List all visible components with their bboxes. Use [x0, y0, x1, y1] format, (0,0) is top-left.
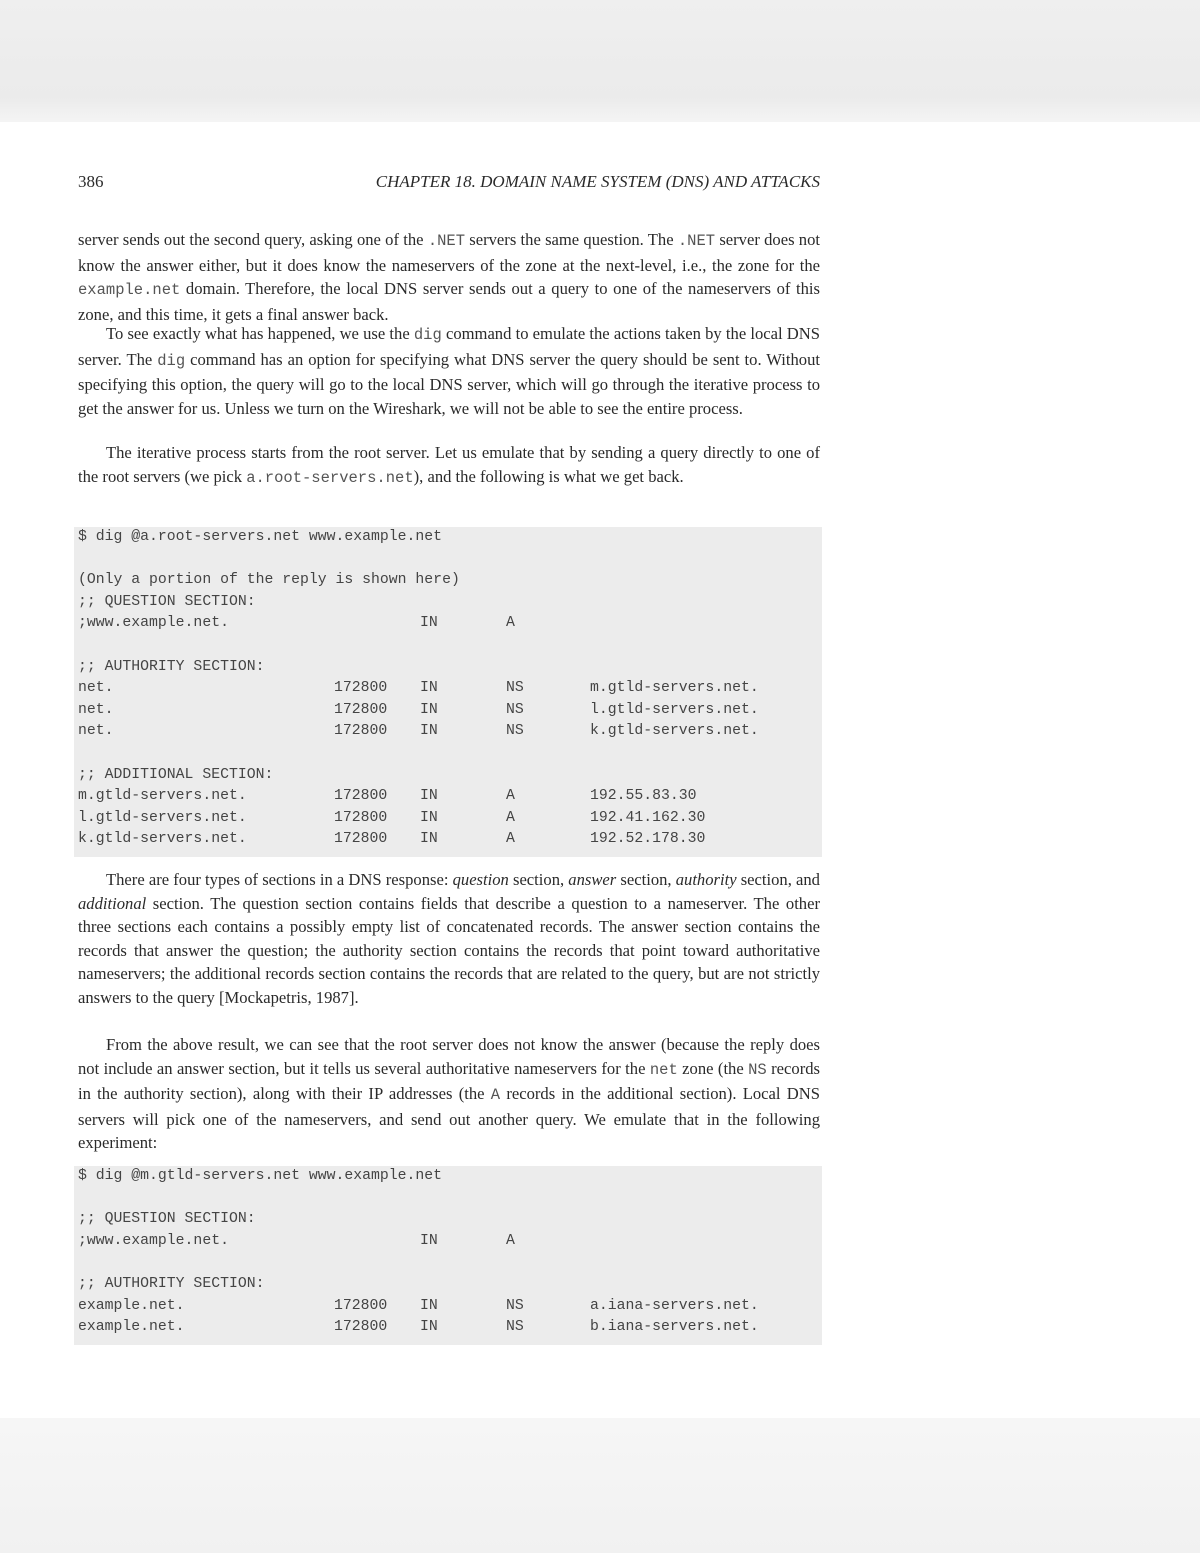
page-number: 386 — [78, 172, 104, 191]
code-cell: 172800 — [334, 680, 388, 697]
code-cell: IN — [420, 831, 438, 848]
code-cell: A — [506, 788, 515, 805]
inline-code: a.root-servers.net — [246, 468, 414, 487]
code-cell: IN — [420, 809, 438, 826]
code-cell: 172800 — [334, 831, 388, 848]
code-block-dig-root — [74, 527, 822, 857]
code-cell: 172800 — [334, 701, 388, 718]
code-line — [78, 1298, 822, 1320]
code-cell: a.iana-servers.net. — [590, 1297, 759, 1314]
code-cell: 192.55.83.30 — [590, 788, 697, 805]
code-cell: example.net. — [78, 1297, 185, 1314]
code-line — [78, 745, 822, 767]
code-line — [78, 702, 822, 724]
code-cell: NS — [506, 1319, 524, 1336]
code-cell: A — [506, 809, 515, 826]
code-line — [78, 1319, 822, 1341]
paragraph-2: To see exactly what has happened, we use the dig command to emulate the actions taken by the local DNS server. The dig command has an option for specifying what DNS server the query should be sent to. Without specifying this option, the query will go to the local DNS server, which will go through the iterative process to get the answer for us. Unless we turn on the Wireshark, we will not be able to see the entire process. — [78, 324, 820, 418]
scan-top-margin — [0, 0, 1200, 122]
inline-code: NS — [748, 1060, 767, 1079]
code-cell: ;; QUESTION SECTION: — [78, 593, 256, 610]
paragraph-1: server sends out the second query, asking one of the .NET servers the same question. The .NET server does not know the answer either, but it does know the nameservers of the zone at the next-level, i.e., the zone for the example.net domain. Therefore, the local DNS server sends out a query to one of the nameservers of this zone, and this time, it gets a final answer back. — [78, 230, 821, 324]
code-cell: net. — [78, 723, 114, 740]
code-cell: l.gtld-servers.net. — [590, 701, 759, 718]
code-line — [78, 659, 822, 681]
code-line — [78, 594, 822, 616]
code-cell: 172800 — [334, 788, 388, 805]
code-line — [78, 529, 822, 551]
code-line — [78, 615, 822, 637]
paragraph-5: From the above result, we can see that the root server does not know the answer (because the reply does not include an answer section, but it tells us several authoritative nameservers for the net zone (the NS records in the authority section), along with their IP addresses (the A records in the additional section). Local DNS servers will pick one of the nameservers, and send out another query. We emulate that in the following experiment: — [78, 1035, 820, 1153]
code-cell: 172800 — [334, 1297, 388, 1314]
code-cell: 172800 — [334, 723, 388, 740]
code-cell: k.gtld-servers.net. — [590, 723, 759, 740]
code-cell: IN — [420, 788, 438, 805]
code-line — [78, 1233, 822, 1255]
code-cell: ;; AUTHORITY SECTION: — [78, 658, 265, 675]
code-cell: IN — [420, 723, 438, 740]
inline-code: .NET — [677, 232, 716, 250]
code-line — [78, 1190, 822, 1212]
code-cell: ;www.example.net. — [78, 1232, 229, 1249]
code-line — [78, 723, 822, 745]
paragraph-4: There are four types of sections in a DNS response: question section, answer section, authority section, and additional section. The question section contains fields that describe a question to a nameserver. The other three sections each contains a possibly empty list of concatenated records. The answer section contains the records that answer the question; the authority section contains the records that point toward authoritative nameservers; the additional records section contains the records that are related to the query, but are not strictly answers to the query [Mockapetris, 1987]. — [78, 870, 820, 1007]
code-line — [78, 831, 822, 853]
code-cell: l.gtld-servers.net. — [78, 809, 247, 826]
code-line — [78, 551, 822, 573]
inline-code: example.net — [78, 281, 181, 300]
code-cell: 172800 — [334, 1319, 388, 1336]
code-cell: A — [506, 1232, 515, 1249]
inline-code: dig — [157, 351, 186, 370]
code-cell: ;www.example.net. — [78, 615, 229, 632]
paragraph-3: The iterative process starts from the root server. Let us emulate that by sending a query directly to one of the root servers (we pick a.root-servers.net), and the following is what we get back. — [78, 443, 820, 487]
code-cell: IN — [420, 1232, 438, 1249]
code-line — [78, 1254, 822, 1276]
code-cell: A — [506, 615, 515, 632]
code-cell: 172800 — [334, 809, 388, 826]
code-block-dig-gtld — [74, 1166, 822, 1345]
code-line — [78, 637, 822, 659]
inline-code: .NET — [427, 232, 466, 250]
code-cell: ;; QUESTION SECTION: — [78, 1211, 256, 1228]
code-cell: b.iana-servers.net. — [590, 1319, 759, 1336]
code-cell: A — [506, 831, 515, 848]
inline-code: net — [649, 1060, 678, 1079]
code-line — [78, 767, 822, 789]
inline-code: A — [490, 1086, 501, 1105]
code-cell: IN — [420, 1297, 438, 1314]
code-cell: NS — [506, 680, 524, 697]
code-line — [78, 1211, 822, 1233]
code-cell: $ dig @a.root-servers.net www.example.net — [78, 529, 443, 545]
code-line — [78, 680, 822, 702]
code-cell: $ dig @m.gtld-servers.net www.example.net — [78, 1168, 443, 1184]
code-cell: IN — [420, 615, 438, 632]
code-cell: net. — [78, 701, 114, 718]
code-cell: NS — [506, 701, 524, 718]
inline-code: dig — [413, 326, 442, 344]
code-cell: IN — [420, 701, 438, 718]
code-line — [78, 1168, 822, 1190]
running-head — [78, 172, 820, 196]
code-cell: k.gtld-servers.net. — [78, 831, 247, 848]
code-cell: NS — [506, 1297, 524, 1314]
code-cell: 192.41.162.30 — [590, 809, 706, 826]
code-cell: example.net. — [78, 1319, 185, 1336]
code-line — [78, 1276, 822, 1298]
code-line — [78, 810, 822, 832]
code-cell: m.gtld-servers.net. — [590, 680, 759, 697]
code-line — [78, 788, 822, 810]
code-cell: (Only a portion of the reply is shown here) — [78, 572, 460, 589]
code-line — [78, 572, 822, 594]
code-cell: net. — [78, 680, 114, 697]
code-cell: IN — [420, 680, 438, 697]
code-cell: IN — [420, 1319, 438, 1336]
code-cell: ;; AUTHORITY SECTION: — [78, 1275, 265, 1292]
code-cell: 192.52.178.30 — [590, 831, 706, 848]
chapter-title: CHAPTER 18. DOMAIN NAME SYSTEM (DNS) AND ATTACKS — [375, 172, 820, 191]
code-cell: m.gtld-servers.net. — [78, 788, 247, 805]
code-cell: NS — [506, 723, 524, 740]
scan-bottom-margin — [0, 1418, 1200, 1553]
code-cell: ;; ADDITIONAL SECTION: — [78, 766, 274, 783]
